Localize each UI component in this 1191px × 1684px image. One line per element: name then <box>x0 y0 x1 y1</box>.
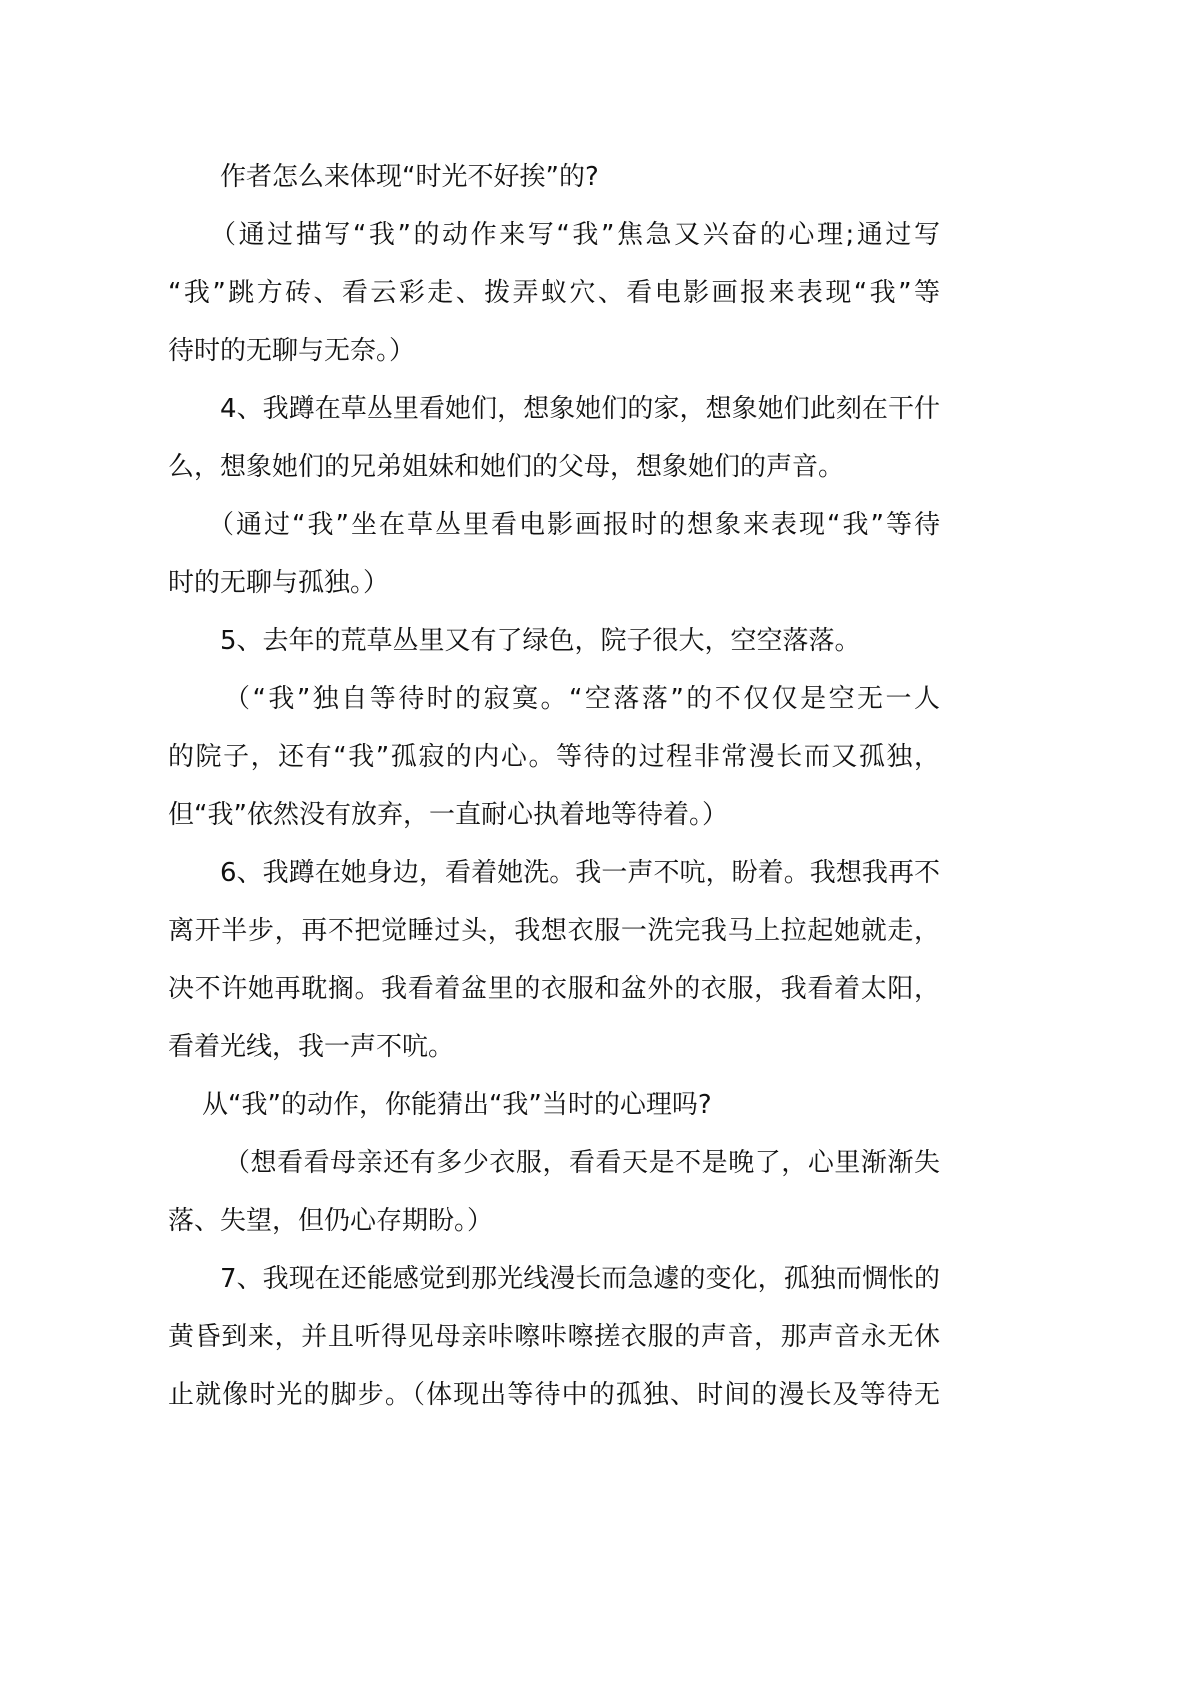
paragraph-6-line-3: 决不许她再耽搁。我看着盆里的衣服和盆外的衣服，我看着太阳， <box>168 974 940 1004</box>
answer-line-2: “我”跳方砖、看云彩走、拨弄蚁穴、看电影画报来表现“我”等 <box>168 278 940 308</box>
paragraph-6-line-2: 离开半步，再不把觉睡过头，我想衣服一洗完我马上拉起她就走， <box>168 916 940 946</box>
paragraph-7-line-1: 7、我现在还能感觉到那光线漫长而急遽的变化，孤独而惆怅的 <box>220 1264 940 1294</box>
question-time-hard: 作者怎么来体现“时光不好挨”的? <box>220 162 599 192</box>
paragraph-7-line-2: 黄昏到来，并且听得见母亲咔嚓咔嚓搓衣服的声音，那声音永无休 <box>168 1322 940 1352</box>
answer-line-3: 待时的无聊与无奈。） <box>168 336 416 366</box>
note-4-line-2: 时的无聊与孤独。） <box>168 568 390 598</box>
answer-6-line-2: 落、失望，但仍心存期盼。） <box>168 1206 494 1236</box>
paragraph-5: 5、去年的荒草丛里又有了绿色，院子很大，空空落落。 <box>220 626 861 656</box>
paragraph-6-line-1: 6、我蹲在她身边，看着她洗。我一声不吭，盼着。我想我再不 <box>220 858 940 888</box>
note-5-line-1: （“我”独自等待时的寂寞。“空落落”的不仅仅是空无一人 <box>224 684 940 714</box>
paragraph-7-line-3: 止就像时光的脚步。（体现出等待中的孤独、时间的漫长及等待无 <box>168 1380 940 1410</box>
question-action: 从“我”的动作，你能猜出“我”当时的心理吗? <box>202 1090 712 1120</box>
paragraph-4-line-2: 么，想象她们的兄弟姐妹和她们的父母，想象她们的声音。 <box>168 452 845 482</box>
answer-6-line-1: （想看看母亲还有多少衣服，看看天是不是晚了，心里渐渐失 <box>224 1148 940 1178</box>
note-4-line-1: （通过“我”坐在草丛里看电影画报时的想象来表现“我”等待 <box>208 510 940 540</box>
paragraph-6-line-4: 看着光线，我一声不吭。 <box>168 1032 455 1062</box>
note-5-line-2: 的院子，还有“我”孤寂的内心。等待的过程非常漫长而又孤独， <box>168 742 940 772</box>
answer-line-1: （通过描写“我”的动作来写“我”焦急又兴奋的心理;通过写 <box>210 220 940 250</box>
paragraph-4-line-1: 4、我蹲在草丛里看她们，想象她们的家，想象她们此刻在干什 <box>220 394 940 424</box>
note-5-line-3: 但“我”依然没有放弃，一直耐心执着地等待着。） <box>168 800 728 830</box>
